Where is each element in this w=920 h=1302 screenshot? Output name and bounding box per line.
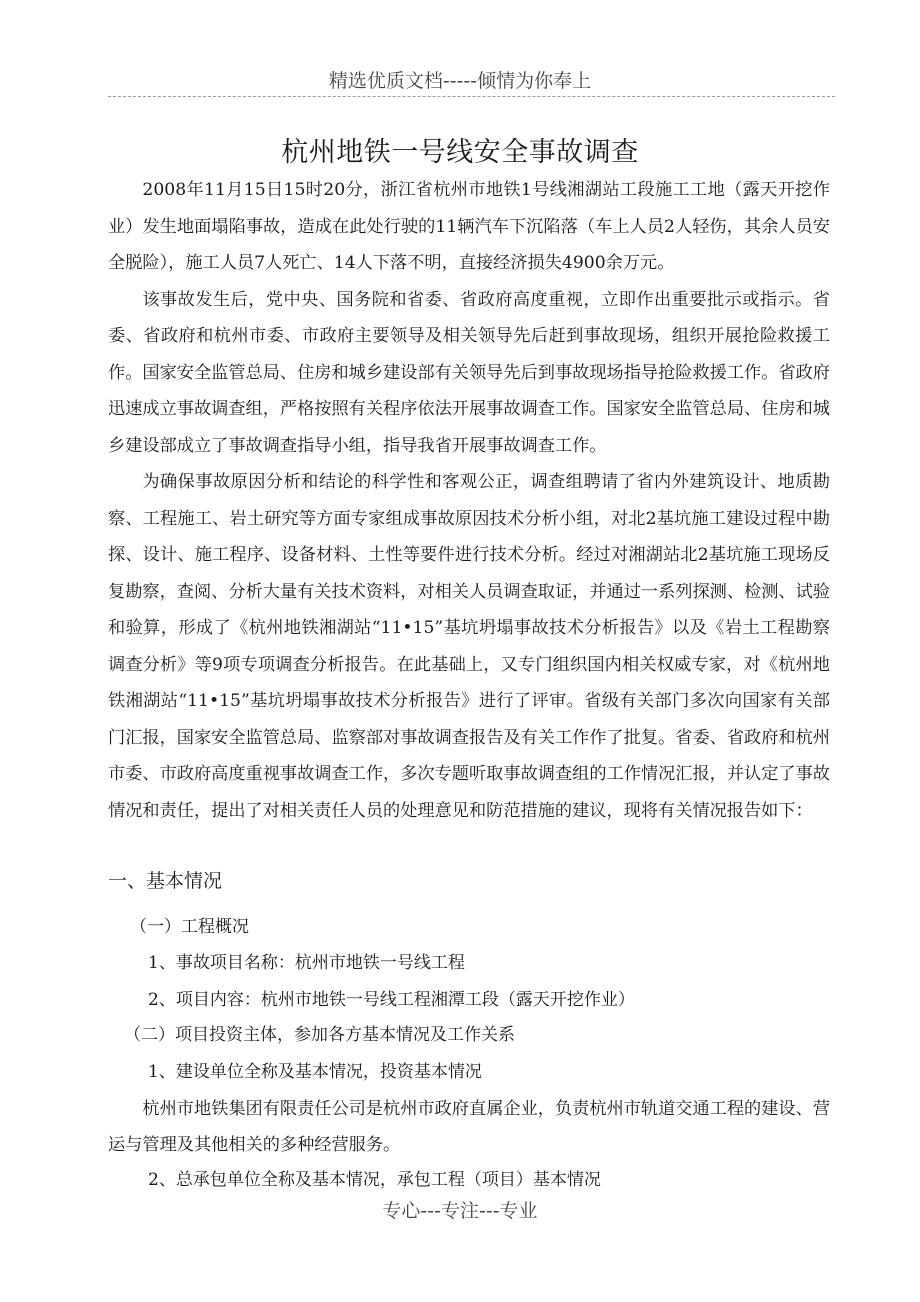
contractor-item-heading: 2、总承包单位全称及基本情况，承包工程（项目）基本情况: [148, 1170, 601, 1190]
document-body: [108, 172, 830, 829]
subsection-heading-project-overview: （一）工程概况: [130, 917, 249, 937]
project-name-item: 1、事故项目名称：杭州市地铁一号线工程: [148, 953, 465, 973]
project-content-item: 2、项目内容：杭州市地铁一号线工程湘潭工段（露天开挖作业）: [148, 990, 635, 1010]
document-title: 杭州地铁一号线安全事故调查: [281, 137, 639, 168]
paragraph-2: 该事故发生后，党中央、国务院和省委、省政府高度重视，立即作出重要批示或指示。省委、省政府和杭州市委、市政府主要领导及相关领导先后赶到事故现场，组织开展抢险救援工作。国家安全监管总局、住房和城乡建设部有关领导先后到事故现场指导抢险救援工作。省政府迅速成立事故调查组，严格按照有关程序依法开展事故调查工作。国家安全监管总局、住房和城乡建设部成立了事故调查指导小组，指导我省开展事故调查工作。: [108, 289, 830, 456]
subsection-heading-parties: （二）项目投资主体，参加各方基本情况及工作关系: [124, 1025, 515, 1045]
paragraph-1: 2008年11月15日15时20分，浙江省杭州市地铁1号线湘湖站工段施工工地（露天开挖作业）发生地面塌陷事故，造成在此处行驶的11辆汽车下沉陷落（车上人员2人轻伤，其余人员安全脱险），施工人员7人死亡、14人下落不明，直接经济损失4900余万元。: [108, 180, 830, 273]
builder-description-text: 杭州市地铁集团有限责任公司是杭州市政府直属企业，负责杭州市轨道交通工程的建设、营运与管理及其他相关的多种经营服务。: [108, 1099, 830, 1155]
page-footer: 专心---专注---专业: [382, 1200, 538, 1222]
builder-description: [108, 1091, 830, 1163]
page-header: 精选优质文档-----倾情为你奉上: [328, 70, 592, 92]
builder-item-heading: 1、建设单位全称及基本情况，投资基本情况: [148, 1062, 482, 1082]
header-divider: [108, 96, 835, 97]
section-heading-basic-info: 一、基本情况: [108, 870, 223, 892]
paragraph-3: 为确保事故原因分析和结论的科学性和客观公正，调查组聘请了省内外建筑设计、地质勘察、工程施工、岩土研究等方面专家组成事故原因技术分析小组，对北2基坑施工建设过程中勘探、设计、施工程序、设备材料、土性等要件进行技术分析。经过对湘湖站北2基坑施工现场反复勘察，查阅、分析大量有关技术资料，对相关人员调查取证，并通过一系列探测、检测、试验和验算，形成了《杭州地铁湘湖站“11•15”基坑坍塌事故技术分析报告》以及《岩土工程勘察调查分析》等9项专项调查分析报告。在此基础上，又专门组织国内相关权威专家，对《杭州地铁湘湖站“11•15”基坑坍塌事故技术分析报告》进行了评审。省级有关部门多次向国家有关部门汇报，国家安全监管总局、监察部对事故调查报告及有关工作作了批复。省委、省政府和杭州市委、市政府高度重视事故调查工作，多次专题听取事故调查组的工作情况汇报，并认定了事故情况和责任，提出了对相关责任人员的处理意见和防范措施的建议，现将有关情况报告如下：: [108, 472, 830, 821]
